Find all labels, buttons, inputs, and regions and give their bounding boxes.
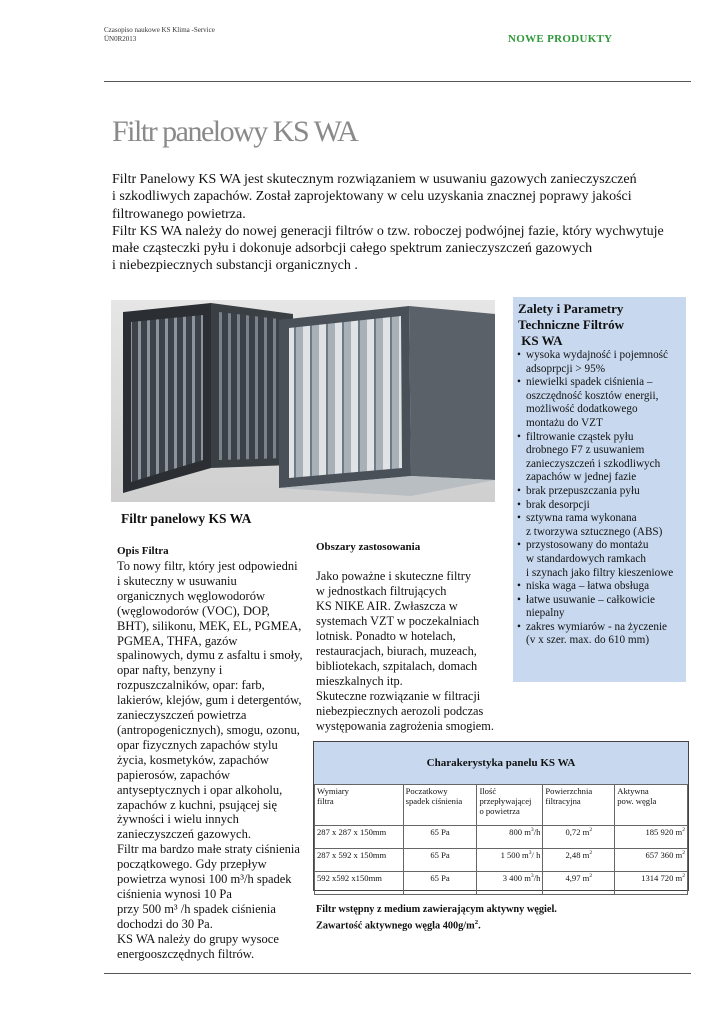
intro-line: Filtr Panelowy KS WA jest skutecznym rozwiązaniem w usuwaniu gazowych zanieczyszczeń	[112, 172, 637, 187]
flow-unit: / h	[531, 850, 541, 860]
list-item	[516, 594, 686, 621]
opis-line: powietrza wynosi 100 m³/h spadek	[117, 872, 292, 887]
superscript: 3	[528, 850, 532, 857]
superscript: 2	[682, 850, 685, 857]
opis-line: ciśnienia wynosi 10 Pa	[117, 886, 232, 901]
obszary-body	[316, 569, 516, 734]
list-item-line: w standardowych ramkach	[526, 552, 646, 565]
header-line: spadek ciśnienia	[405, 796, 463, 806]
list-item-line: z tworzywa sztucznego (ABS)	[526, 525, 663, 538]
header-line: Aktywna	[617, 786, 649, 796]
opis-line: To nowy filtr, który jest odpowiedni	[117, 559, 298, 573]
list-item-line: • sztywna rama wykonana	[526, 512, 637, 525]
opis-line: życia, kosmetyków, zapachów	[117, 752, 269, 767]
obszary-line: Jako poważne i skuteczne filtry	[316, 569, 472, 583]
spec-table	[314, 784, 688, 895]
issue-number: ÜN0R2013	[104, 35, 137, 43]
flow-unit: /h	[533, 873, 541, 883]
list-item-line: możliwość dodatkowego	[526, 403, 638, 416]
table-header-row	[315, 785, 688, 826]
opis-line: opar fizycznych zapachów stylu	[117, 737, 278, 752]
list-item-line: • niska waga – łatwa obsługa	[526, 580, 650, 593]
opis-line: organicznych węglowodorów	[117, 588, 265, 603]
obszary-line: lotnisk. Ponadto w hotelach,	[316, 629, 456, 643]
cell-flow	[477, 872, 543, 895]
list-item	[516, 499, 686, 513]
intro-text	[112, 171, 702, 275]
cell-area	[543, 849, 615, 872]
section-tag: NOWE PRODUKTY	[508, 33, 613, 45]
obszary-line: występowania zagrożenia smogiem.	[316, 719, 494, 733]
opis-line: PGMEA, THFA, gazów	[117, 633, 238, 648]
sidebar-title-line: Zalety i Parametry	[518, 301, 624, 316]
list-item-line: • przystosowany do montażu	[526, 539, 649, 552]
opis-line: papierosów, zapachów	[117, 767, 231, 782]
obszary-line: restauracjach, biurach, muzeach,	[316, 644, 477, 658]
list-item	[516, 376, 686, 430]
note-line: Filtr wstępny z medium zawierającym aktywny węgiel.	[316, 904, 557, 915]
opis-line: BHT), silikonu, MEK, EL, PGMEA,	[117, 618, 302, 633]
column-header	[543, 785, 615, 826]
list-item	[516, 621, 686, 648]
opis-line: zanieczyszczeń gazowych.	[117, 827, 251, 842]
carbon-value: 185 920 m	[645, 827, 683, 837]
table-row	[315, 826, 688, 849]
header-line: Powierzchnia	[545, 786, 593, 796]
table-row	[315, 849, 688, 872]
footer-rule	[104, 973, 691, 974]
cell-dimensions: 287 x 592 x 150mm	[315, 849, 404, 872]
obszary-line: niebezpiecznych aerozoli podczas	[316, 704, 484, 718]
obszary-line: mieszkalnych itp.	[316, 674, 403, 688]
cell-pressure: 65 Pa	[403, 826, 477, 849]
opis-line: (węglowodorów (VOC), DOP,	[117, 603, 270, 618]
photo-caption: Filtr panelowy KS WA	[121, 511, 252, 526]
flow-value: 800 m	[509, 827, 531, 837]
column-header	[315, 785, 404, 826]
opis-line: dochodzi do 30 Pa.	[117, 916, 213, 931]
header-line: filtra	[317, 796, 334, 806]
opis-line: energooszczędnych filtrów.	[117, 946, 255, 961]
opis-line: przy 500 m³ /h spadek ciśnienia	[117, 901, 276, 916]
opis-line: żywności i wielu innych	[117, 812, 239, 827]
cell-flow	[477, 849, 543, 872]
header-line: przepływającej	[479, 796, 532, 806]
column-header	[615, 785, 688, 826]
list-item-line: • filtrowanie cząstek pyłu	[526, 430, 634, 443]
opis-line: zapachów z kuchni, psującej się	[117, 797, 278, 812]
list-item-line: • niewielki spadek ciśnienia –	[526, 376, 653, 389]
cell-dimensions: 287 x 287 x 150mm	[315, 826, 404, 849]
cell-flow	[477, 826, 543, 849]
opis-line: początkowego. Gdy przepływ	[117, 857, 267, 872]
area-value: 4,97 m	[565, 873, 590, 883]
list-item-line: (v x szer. max. do 610 mm)	[526, 634, 650, 647]
list-item-line: • wysoka wydajność i pojemność	[526, 349, 668, 361]
sidebar-title-line: KS WA	[518, 333, 563, 348]
spec-table-title: Charakerystyka panelu KS WA	[314, 742, 688, 785]
flow-value: 1 500 m	[500, 850, 529, 860]
obszary-line: bibliotekach, szpitalach, domach	[316, 659, 478, 673]
sidebar-title	[518, 301, 624, 349]
flow-value: 3 400 m	[502, 873, 531, 883]
opis-line: zanieczyszczeń powietrza	[117, 708, 247, 723]
list-item-line: oszczędność kosztów energii,	[526, 389, 659, 402]
list-item-line: • brak przepuszczania pyłu	[526, 484, 640, 497]
carbon-value: 1314 720 m	[641, 873, 683, 883]
list-item	[516, 485, 686, 499]
opis-line: spalinowych, dymu z asfaltu i smoły,	[117, 648, 303, 663]
sidebar-title-line: Techniczne Filtrów	[518, 317, 625, 332]
column-header	[477, 785, 543, 826]
obszary-line: systemach VZT w poczekalniach	[316, 614, 480, 628]
header-line: Poczatkowy	[405, 786, 448, 796]
opis-heading: Opis Filtra	[117, 545, 169, 557]
superscript: 2	[682, 873, 685, 880]
opis-line: KS WA należy do grupy wysoce	[117, 931, 279, 946]
filter-illustration	[111, 300, 495, 502]
cell-carbon	[615, 872, 688, 895]
intro-line: Filtr KS WA należy do nowej generacji filtrów o tzw. roboczej podwójnej fazie, który wychwytuje	[112, 223, 664, 239]
flow-unit: /h	[533, 827, 541, 837]
cell-area	[543, 826, 615, 849]
list-item-line: zapachów w jednej fazie	[526, 471, 637, 484]
header-line: filtracyjna	[545, 796, 581, 806]
area-value: 2,48 m	[565, 850, 590, 860]
cell-pressure: 65 Pa	[403, 849, 477, 872]
carbon-value: 657 360 m	[645, 850, 683, 860]
spec-table-box	[313, 741, 689, 891]
superscript: 2	[589, 850, 593, 857]
opis-line: antyseptycznych i opar alkoholu,	[117, 782, 283, 797]
advantages-list	[516, 349, 686, 648]
superscript: 2	[589, 873, 593, 880]
list-item-line: i szynach jako filtry kieszeniowe	[526, 566, 674, 579]
list-item-line: adsoprpcji > 95%	[526, 362, 606, 375]
page-title: Filtr panelowy KS WA	[112, 115, 358, 148]
list-item-line: drobnego F7 z usuwaniem	[526, 444, 645, 457]
cell-area	[543, 872, 615, 895]
intro-line: i niebezpiecznych substancji organicznych .	[112, 258, 358, 274]
list-item-line: • brak desorpcji	[526, 498, 590, 511]
opis-line: (antropogenicznych), smogu, ozonu,	[117, 722, 300, 737]
list-item	[516, 431, 686, 485]
intro-line: małe cząsteczki pyłu i dokonuje adsorbcji całego spektrum zanieczyszczeń gazowych	[112, 241, 593, 257]
list-item-line: • łatwe usuwanie – całkowicie	[526, 593, 655, 606]
header-line: Wymiary	[317, 786, 349, 796]
header-line: Ilość	[479, 786, 497, 796]
obszary-line: Skuteczne rozwiązanie w filtracji	[316, 689, 481, 703]
list-item	[516, 580, 686, 594]
list-item-line: • zakres wymiarów - na życzenie	[526, 620, 668, 633]
intro-line: i szkodliwych zapachów. Został zaprojektowany w celu uzyskania znacznej poprawy jakości	[112, 189, 632, 205]
obszary-heading: Obszary zastosowania	[316, 541, 421, 553]
note-line	[316, 917, 557, 933]
superscript: 3	[530, 873, 534, 880]
advantages-sidebar	[513, 297, 686, 682]
list-item	[516, 512, 686, 539]
superscript: 2	[682, 827, 685, 834]
header-line: pow. węgla	[617, 796, 657, 806]
opis-line: lakierów, klejów, gum i detergentów,	[117, 693, 302, 708]
list-item	[516, 349, 686, 376]
superscript: 3	[530, 827, 534, 834]
list-item	[516, 539, 686, 580]
opis-line: i skuteczny w usuwaniu	[117, 573, 237, 588]
list-item-line: montażu do VZT	[526, 416, 603, 429]
note-text: Zawartość aktywnego węgla 400g/m	[316, 919, 475, 931]
header-line: o powietrza	[479, 806, 520, 816]
obszary-line: KS NIKE AIR. Zwłaszcza w	[316, 599, 458, 613]
intro-line: filtrowanego powietrza.	[112, 206, 246, 222]
cell-carbon	[615, 826, 688, 849]
list-item-line: zanieczyszczeń i szkodliwych	[526, 457, 661, 470]
cell-carbon	[615, 849, 688, 872]
opis-line: rozpuszczalników, opar: farb,	[117, 678, 265, 693]
table-note	[316, 904, 557, 932]
superscript: 2	[474, 918, 479, 926]
table-row	[315, 872, 688, 895]
opis-line: Filtr ma bardzo małe straty ciśnienia	[117, 842, 300, 857]
note-end: .	[478, 919, 481, 931]
area-value: 0,72 m	[565, 827, 590, 837]
cell-pressure: 65 Pa	[403, 872, 477, 895]
opis-line: opar nafty, benzyny i	[117, 663, 223, 678]
opis-body	[117, 559, 313, 961]
superscript: 2	[589, 827, 593, 834]
column-header	[403, 785, 477, 826]
publication-name: Czasopiso naukowe KS Klima -Service	[104, 26, 215, 34]
obszary-line: w jednostkach filtrujących	[316, 584, 447, 598]
cell-dimensions: 592 x592 x150mm	[315, 872, 404, 895]
list-item-line: niepalny	[526, 607, 565, 620]
product-photo	[111, 300, 495, 502]
header-rule	[104, 81, 691, 82]
